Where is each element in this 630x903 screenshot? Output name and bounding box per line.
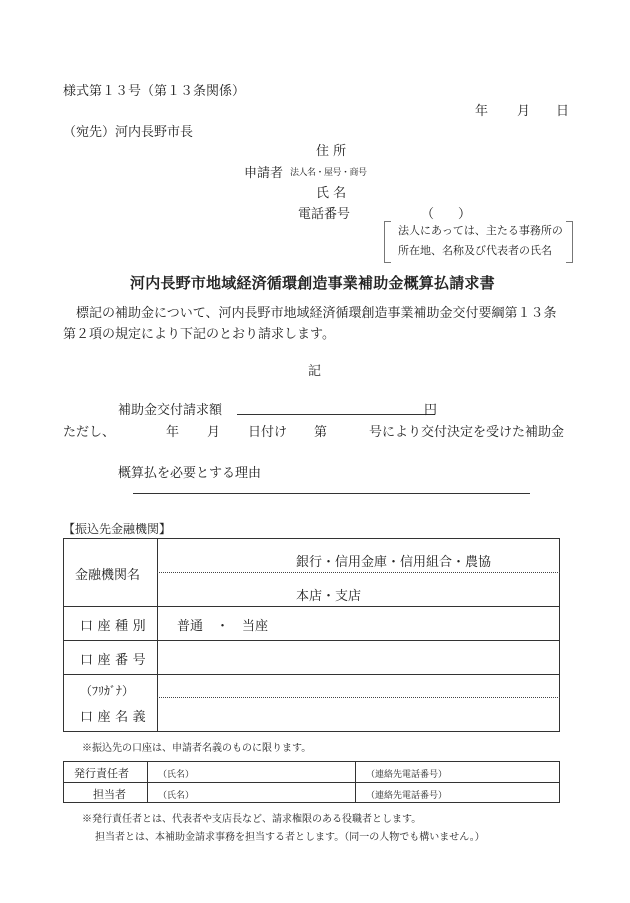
date-day: 日 (556, 104, 570, 119)
body-line1: 標記の補助金について、河内長野市地域経済循環創造事業補助金交付要綱第１３条 (76, 306, 557, 321)
bank-col-divider (157, 538, 158, 732)
bank-row-divider-1 (63, 606, 560, 607)
account-name-label: 口座名義 (80, 710, 151, 725)
furigana-field[interactable] (160, 677, 557, 695)
phone-paren-close: ） (458, 207, 472, 222)
amount-underline (237, 414, 435, 415)
furigana-label: （ﾌﾘｶﾞﾅ） (80, 684, 135, 698)
account-number-field[interactable] (160, 643, 557, 672)
resp-col-divider-2 (355, 761, 356, 803)
amount-label: 補助金交付請求額 (118, 403, 223, 418)
furigana-dotted-divider (157, 697, 560, 698)
resp-row-divider (63, 782, 560, 783)
body-line2: 第２項の規定により下記のとおり請求します。 (63, 327, 335, 342)
institution-dotted-divider (157, 572, 560, 573)
account-type-label: 口座種別 (80, 619, 151, 634)
proviso-rest: 号により交付決定を受けた補助金 (369, 425, 565, 440)
name-label: 氏 名 (316, 186, 347, 201)
document-title: 河内長野市地域経済循環創造事業補助金概算払請求書 (130, 274, 495, 292)
proviso-tadashi: ただし、 (63, 425, 116, 440)
applicant-label: 申請者 (244, 166, 284, 181)
proviso-year: 年 (166, 425, 180, 440)
account-name-field[interactable] (160, 700, 557, 730)
note-bracket-left (384, 221, 391, 263)
contact-phone-hint[interactable]: （連絡先電話番号） (366, 791, 448, 801)
resp-col-divider-1 (147, 761, 148, 803)
corp-note-line2: 所在地、名称及び代表者の氏名 (398, 244, 552, 257)
bank-section-label: 【振込先金融機関】 (63, 522, 172, 536)
responsible-note1: ※発行責任者とは、代表者や支店長など、請求権限のある役職者とします。 (82, 814, 422, 825)
date-month: 月 (517, 104, 531, 119)
proviso-month: 月 (207, 425, 221, 440)
corp-note-line1: 法人にあっては、主たる事務所の (398, 224, 563, 237)
institution-label: 金融機関名 (75, 568, 141, 583)
proviso-day: 日付け (248, 425, 288, 440)
contact-name-hint[interactable]: （氏名） (158, 791, 195, 801)
amount-unit: 円 (424, 403, 438, 418)
phone-paren-open: （ (421, 207, 435, 222)
address-label: 住 所 (316, 144, 347, 159)
note-bracket-right (566, 221, 573, 263)
issuer-phone-hint[interactable]: （連絡先電話番号） (366, 770, 448, 780)
bank-row-divider-2 (63, 640, 560, 641)
bank-note: ※振込先の口座は、申請者名義のものに限ります。 (82, 743, 312, 754)
contact-person-label: 担当者 (93, 788, 126, 801)
proviso-dai: 第 (314, 425, 328, 440)
reason-line (133, 493, 530, 494)
issuer-label: 発行責任者 (74, 767, 129, 780)
account-number-label: 口座番号 (80, 653, 151, 668)
reason-label: 概算払を必要とする理由 (118, 466, 262, 481)
form-number: 様式第１３号（第１３条関係） (63, 84, 246, 99)
ki-label: 記 (308, 364, 322, 379)
date-year: 年 (475, 104, 489, 119)
institution-types[interactable]: 銀行・信用金庫・信用組合・農協 (296, 555, 492, 570)
account-type-options[interactable]: 普通 ・ 当座 (177, 619, 269, 634)
applicant-note: 法人名・屋号・商号 (290, 168, 367, 178)
responsible-note2: 担当者とは、本補助金請求事務を担当する者とします。（同一の人物でも構いません。） (95, 832, 485, 843)
phone-label: 電話番号 (298, 207, 351, 222)
bank-row-divider-3 (63, 674, 560, 675)
branch-types[interactable]: 本店・支店 (296, 589, 362, 604)
addressee: （宛先）河内長野市長 (63, 125, 194, 140)
issuer-name-hint[interactable]: （氏名） (158, 770, 195, 780)
